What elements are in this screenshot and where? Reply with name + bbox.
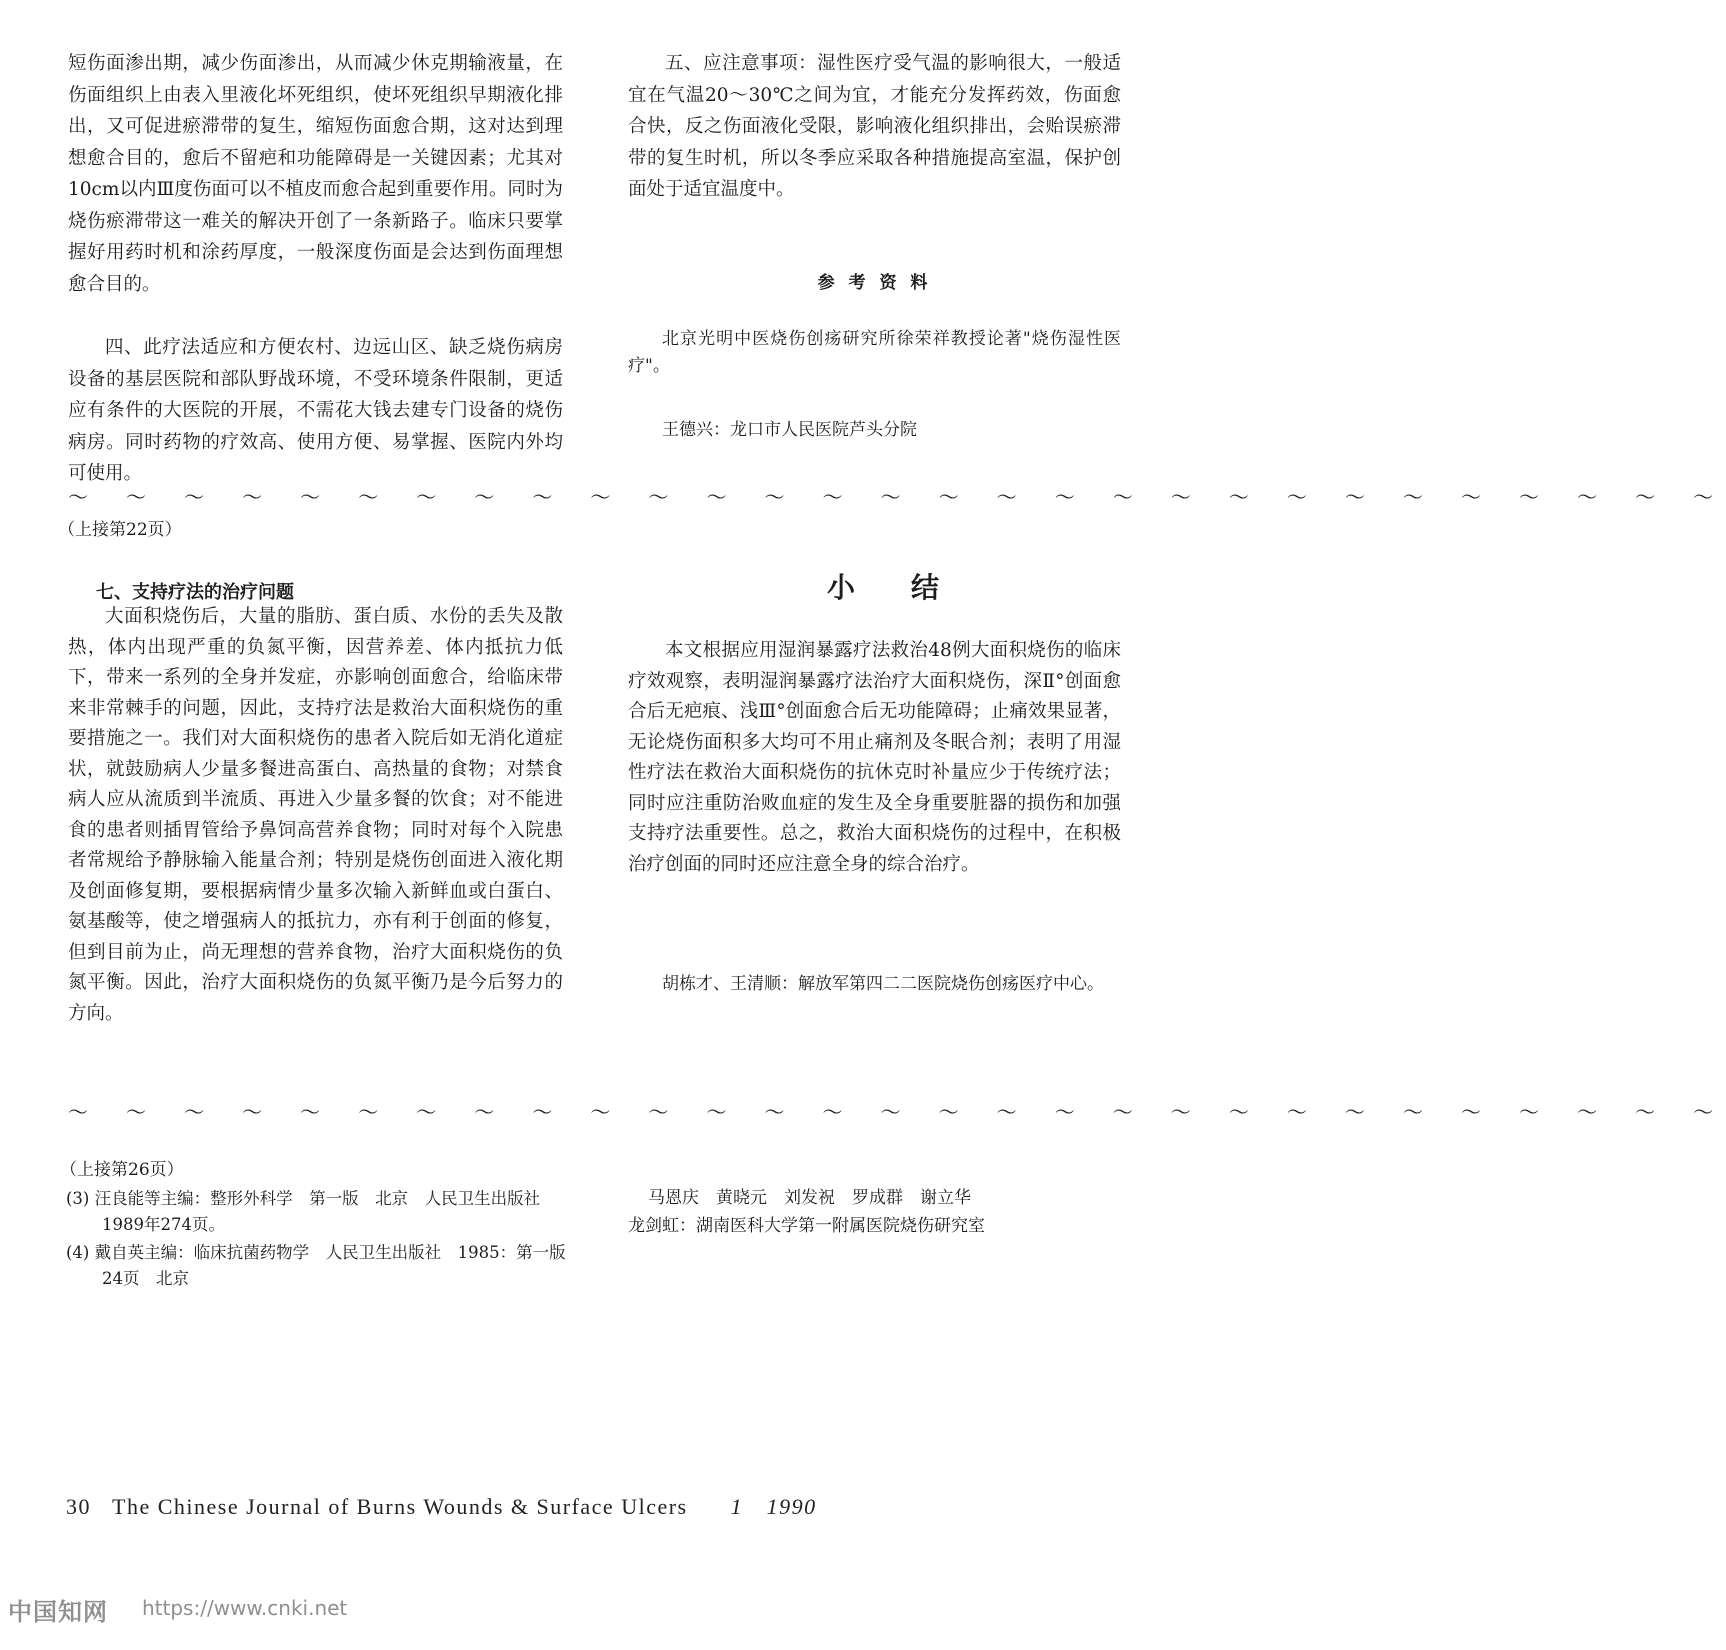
continued-from-note: （上接第26页） (60, 1160, 184, 1180)
section-heading: 七、支持疗法的治疗问题 (96, 582, 294, 603)
authors-names: 马恩庆 黄晓元 刘发祝 罗成群 谢立华 (648, 1188, 971, 1208)
issue-info: 1 1990 (730, 1494, 817, 1519)
cnki-url[interactable]: https://www.cnki.net (142, 1596, 348, 1620)
reference-item: (3) 汪良能等主编：整形外科学 第一版 北京 人民卫生出版社 1989年274页。 (66, 1189, 557, 1234)
summary-heading: 小 结 (826, 571, 939, 604)
cnki-logo-text: 中国知网 (8, 1598, 108, 1626)
point-four-paragraph: 四、此疗法适应和方便农村、边远山区、缺乏烧伤病房设备的基层医院和部队野战环境，不受环境条件限制，更适应有条件的大医院的开展，不需花大钱去建专门设备的烧伤病房。同时药物的疗效高、使用方便、易掌握、医院内外均可使用。 (68, 337, 563, 484)
authors-affiliation: 龙剑虹：湖南医科大学第一附属医院烧伤研究室 (628, 1216, 985, 1236)
page-footer (66, 1490, 817, 1521)
references-heading: 参 考 资 料 (817, 273, 932, 293)
support-therapy-paragraph: 大面积烧伤后，大量的脂肪、蛋白质、水份的丢失及散热，体内出现严重的负氮平衡，因营养差、体内抵抗力低下，带来一系列的全身并发症，亦影响创面愈合，给临床带来非常棘手的问题，因此，支持疗法是救治大面积烧伤的重要措施之一。我们对大面积烧伤的患者入院后如无消化道症状，就鼓励病人少量多餐进高蛋白、高热量的食物；对禁食病人应从流质到半流质、再进入少量多餐的饮食；对不能进食的患者则插胃管给予鼻饲高营养食物；同时对每个入院患者常规给予静脉输入能量合剂；特别是烧伤创面进入液化期及创面修复期，要根据病情少量多次输入新鲜血或白蛋白、氨基酸等，使之增强病人的抵抗力，亦有利于创面的修复，但到目前为止，尚无理想的营养食物，治疗大面积烧伤的负氮平衡。因此，治疗大面积烧伤的负氮平衡乃是今后努力的方向。 (68, 606, 563, 1024)
journal-name: The Chinese Journal of Burns Wounds & Surface Ulcers (112, 1494, 688, 1519)
section-separator: ～ ～ ～ ～ ～ ～ ～ ～ ～ ～ ～ ～ ～ ～ ～ ～ ～ ～ ～ ～ ～ ～ ～ ～ ～ ～ ～ ～ ～ (68, 485, 1726, 509)
summary-authors: 胡栋才、王清顺：解放军第四二二医院烧伤创疡医疗中心。 (662, 974, 1104, 994)
page-number: 30 (66, 1494, 91, 1519)
continued-from-note: （上接第22页） (58, 520, 182, 540)
reference-item: (4) 戴自英主编：临床抗菌药物学 人民卫生出版社 1985：第一版24页 北京 (66, 1243, 566, 1288)
point-five-paragraph: 五、应注意事项：湿性医疗受气温的影响很大，一般适宜在气温20～30℃之间为宜，才能充分发挥药效，伤面愈合快，反之伤面液化受限，影响液化组织排出，会贻误瘀滞带的复生时机，所以冬季应采取各种措施提高室温，保护创面处于适宜温度中。 (628, 53, 1121, 200)
continuation-paragraph: 短伤面渗出期，减少伤面渗出，从而减少休克期输液量，在伤面组织上由表入里液化坏死组织，使坏死组织早期液化排出，又可促进瘀滞带的复生，缩短伤面愈合期，这对达到理想愈合目的，愈后不留疤和功能障碍是一关键因素；尤其对10cm以内Ⅲ度伤面可以不植皮而愈合起到重要作用。同时为烧伤瘀滞带这一难关的解决开创了一条新路子。临床只要掌握好用药时机和涂药厚度，一般深度伤面是会达到伤面理想愈合目的。 (68, 53, 563, 295)
summary-paragraph: 本文根据应用湿润暴露疗法救治48例大面积烧伤的临床疗效观察，表明湿润暴露疗法治疗大面积烧伤，深Ⅱ°创面愈合后无疤痕、浅Ⅲ°创面愈合后无功能障碍；止痛效果显著，无论烧伤面积多大均可不用止痛剂及冬眠合剂；表明了用湿性疗法在救治大面积烧伤的抗休克时补量应少于传统疗法；同时应注重防治败血症的发生及全身重要脏器的损伤和加强支持疗法重要性。总之，救治大面积烧伤的过程中，在积极治疗创面的同时还应注意全身的综合治疗。 (628, 640, 1121, 875)
section-separator: ～ ～ ～ ～ ～ ～ ～ ～ ～ ～ ～ ～ ～ ～ ～ ～ ～ ～ ～ ～ ～ ～ ～ ～ ～ ～ ～ ～ ～ (68, 1100, 1726, 1124)
reference-text: 北京光明中医烧伤创疡研究所徐荣祥教授论著"烧伤湿性医疗"。 (628, 329, 1121, 376)
author-affiliation: 王德兴：龙口市人民医院芦头分院 (662, 420, 917, 440)
